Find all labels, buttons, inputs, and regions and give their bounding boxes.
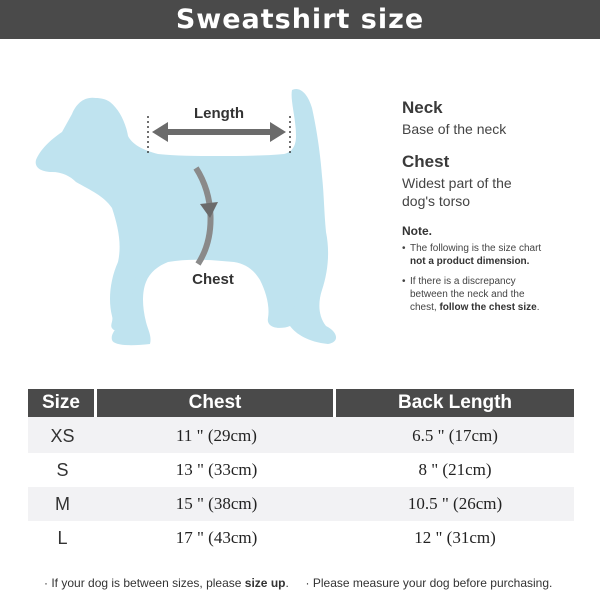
chest-cell: 11 " (29cm)	[97, 417, 336, 453]
back-length-cell: 10.5 " (26cm)	[336, 487, 574, 521]
page-title: Sweatshirt size	[175, 4, 425, 35]
size-cell: L	[57, 527, 68, 548]
length-label: Length	[194, 105, 244, 122]
footer-bullet: ·	[44, 576, 48, 590]
measurement-definitions	[402, 98, 592, 321]
size-cell: XS	[28, 417, 97, 453]
length-arrow-right-head	[270, 122, 286, 142]
size-cell: S	[56, 459, 69, 480]
table-header-row	[28, 389, 574, 417]
table-row	[28, 487, 574, 521]
footer-note-2: Please measure your dog before purchasing.	[312, 576, 553, 590]
footer-note-1	[51, 576, 288, 590]
note-item-2-line1: If there is a discrepancy	[410, 276, 516, 287]
table-row	[28, 453, 574, 487]
note-title: Note.	[402, 224, 432, 238]
size-cell: M	[28, 487, 97, 521]
chest-description	[402, 174, 592, 210]
dog-illustration	[0, 60, 380, 360]
note-item-2-line3: chest,	[410, 302, 437, 313]
note-item-2-bold: follow the chest size	[439, 302, 537, 313]
table-row	[28, 521, 574, 555]
header-back-length: Back Length	[336, 389, 574, 417]
chest-term: Chest	[402, 152, 450, 171]
table-row	[28, 417, 574, 453]
chest-label: Chest	[192, 271, 234, 288]
footer-bullet: ·	[305, 576, 310, 590]
neck-term: Neck	[402, 98, 443, 117]
footer-note-1-bold: size up	[244, 576, 286, 590]
back-length-cell: 8 " (21cm)	[418, 460, 492, 479]
footer-notes	[44, 576, 552, 590]
note-item-1-text: The following is the size chart	[410, 243, 542, 254]
note-item-2-end: .	[536, 302, 540, 313]
header-size: Size	[28, 389, 97, 417]
chest-desc-line1: Widest part of the	[402, 175, 512, 191]
chest-cell: 17 " (43cm)	[175, 528, 258, 547]
note-item-2	[402, 275, 592, 314]
back-length-cell: 12 " (31cm)	[414, 528, 496, 547]
chest-cell: 13 " (33cm)	[175, 460, 258, 479]
chest-cell: 15 " (38cm)	[97, 487, 336, 521]
header-bar	[0, 0, 600, 39]
bullet-icon: •	[402, 243, 406, 254]
header-chest: Chest	[97, 389, 336, 417]
back-length-cell: 6.5 " (17cm)	[336, 417, 574, 453]
length-arrow-left-head	[152, 122, 168, 142]
note-item-1-bold: not a product dimension.	[410, 256, 530, 267]
note-item-1	[402, 242, 592, 268]
note-item-2-line2: between the neck and the	[410, 289, 525, 300]
neck-description: Base of the neck	[402, 121, 507, 137]
footer-note-1-text: If your dog is between sizes, please	[51, 576, 242, 590]
chest-desc-line2: dog's torso	[402, 193, 471, 209]
size-chart-table	[28, 389, 574, 555]
bullet-icon: •	[402, 276, 406, 287]
footer-note-1-end: .	[285, 576, 289, 590]
